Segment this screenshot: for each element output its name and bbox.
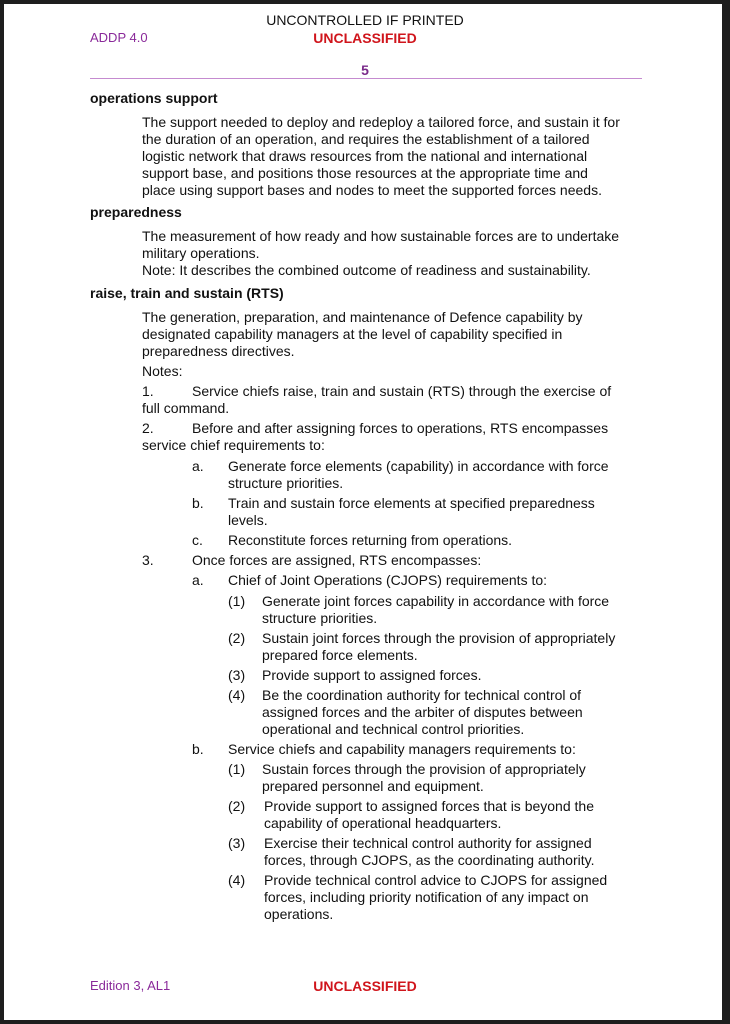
- text-line: forces, including priority notification of any impact on: [264, 889, 589, 905]
- text-line: The generation, preparation, and maintenance of Defence capability by: [142, 309, 583, 325]
- edition-label: Edition 3, AL1: [90, 978, 171, 993]
- note-3a-1-text: [262, 593, 609, 627]
- note-3a-text: Chief of Joint Operations (CJOPS) requirements to:: [228, 572, 548, 588]
- text-line: Train and sustain force elements at specified preparedness: [228, 495, 595, 511]
- text-line: structure priorities.: [228, 475, 344, 491]
- text-line: operations.: [264, 906, 334, 922]
- term-rts: raise, train and sustain (RTS): [90, 285, 284, 301]
- note-3b-4-text: [264, 872, 607, 923]
- note-3b-label: b.: [192, 741, 204, 757]
- note-3-text: Once forces are assigned, RTS encompasses:: [192, 552, 482, 568]
- text-line: Exercise their technical control authority for assigned: [264, 835, 592, 851]
- text-line: the duration of an operation, and requires the establishment of a tailored: [142, 131, 590, 147]
- header-classification: UNCLASSIFIED: [313, 30, 417, 46]
- text-line: Generate force elements (capability) in accordance with force: [228, 458, 609, 474]
- control-notice: UNCONTROLLED IF PRINTED: [266, 12, 464, 28]
- text-line: Note: It describes the combined outcome of readiness and sustainability.: [142, 262, 591, 278]
- text-line: logistic network that draws resources from the national and international: [142, 148, 588, 164]
- note-3b-4-label: (4): [228, 872, 246, 888]
- note-2a-text: [228, 458, 609, 492]
- note-3b-3-label: (3): [228, 835, 246, 851]
- note-3b-3-text: [264, 835, 594, 869]
- document-page: [4, 4, 722, 1020]
- note-3b-2-text: [264, 798, 594, 832]
- page-number: 5: [361, 62, 369, 78]
- note-3a-3-text: Provide support to assigned forces.: [262, 667, 482, 683]
- note-2b-text: [228, 495, 595, 529]
- text-line: Provide technical control advice to CJOPS for assigned: [264, 872, 608, 888]
- text-line: structure priorities.: [262, 610, 378, 626]
- note-3b-text: Service chiefs and capability managers requirements to:: [228, 741, 576, 757]
- note-1-number: 1.: [142, 383, 154, 399]
- definition-preparedness: [142, 228, 619, 279]
- note-2c-label: c.: [192, 532, 203, 548]
- text-line: assigned forces and the arbiter of disputes between: [262, 704, 583, 720]
- text-line: Generate joint forces capability in accordance with force: [262, 593, 610, 609]
- note-3-number: 3.: [142, 552, 154, 568]
- header-rule: [90, 78, 642, 79]
- doc-id: ADDP 4.0: [90, 30, 148, 45]
- note-3a-4-label: (4): [228, 687, 246, 703]
- note-3a-4-text: [262, 687, 583, 738]
- text-line: place using support bases and nodes to meet the supported forces needs.: [142, 182, 602, 198]
- definition-operations-support: [142, 114, 620, 199]
- text-line: The measurement of how ready and how sustainable forces are to undertake: [142, 228, 620, 244]
- text-line: designated capability managers at the level of capability specified in: [142, 326, 563, 342]
- note-2-text: Before and after assigning forces to operations, RTS encompasses: [192, 420, 609, 436]
- note-3a-label: a.: [192, 572, 204, 588]
- term-operations-support: operations support: [90, 90, 218, 106]
- note-1-text: Service chiefs raise, train and sustain (RTS) through the exercise of: [192, 383, 612, 399]
- term-preparedness: preparedness: [90, 204, 182, 220]
- note-2-cont: service chief requirements to:: [142, 437, 325, 453]
- text-line: Provide support to assigned forces that is beyond the: [264, 798, 594, 814]
- text-line: support base, and positions those resources at the appropriate time and: [142, 165, 588, 181]
- text-line: forces, through CJOPS, as the coordinating authority.: [264, 852, 595, 868]
- text-line: preparedness directives.: [142, 343, 295, 359]
- footer-classification: UNCLASSIFIED: [313, 978, 417, 994]
- text-line: prepared personnel and equipment.: [262, 778, 484, 794]
- note-3a-2-label: (2): [228, 630, 246, 646]
- note-1-cont: full command.: [142, 400, 230, 416]
- text-line: levels.: [228, 512, 268, 528]
- text-line: prepared force elements.: [262, 647, 418, 663]
- text-line: capability of operational headquarters.: [264, 815, 502, 831]
- note-3b-2-label: (2): [228, 798, 246, 814]
- note-3a-1-label: (1): [228, 593, 246, 609]
- notes-label: Notes:: [142, 363, 183, 379]
- text-line: Sustain joint forces through the provision of appropriately: [262, 630, 616, 646]
- note-3a-2-text: [262, 630, 615, 664]
- text-line: military operations.: [142, 245, 260, 261]
- text-line: operational and technical control priorities.: [262, 721, 525, 737]
- note-2c-text: Reconstitute forces returning from operations.: [228, 532, 513, 548]
- note-3b-1-text: [262, 761, 586, 795]
- note-2-number: 2.: [142, 420, 154, 436]
- text-line: Be the coordination authority for technical control of: [262, 687, 582, 703]
- note-2b-label: b.: [192, 495, 204, 511]
- text-line: Sustain forces through the provision of appropriately: [262, 761, 586, 777]
- note-3b-1-label: (1): [228, 761, 246, 777]
- note-2a-label: a.: [192, 458, 204, 474]
- note-3a-3-label: (3): [228, 667, 246, 683]
- text-line: The support needed to deploy and redeploy a tailored force, and sustain it for: [142, 114, 620, 130]
- definition-rts: [142, 309, 583, 360]
